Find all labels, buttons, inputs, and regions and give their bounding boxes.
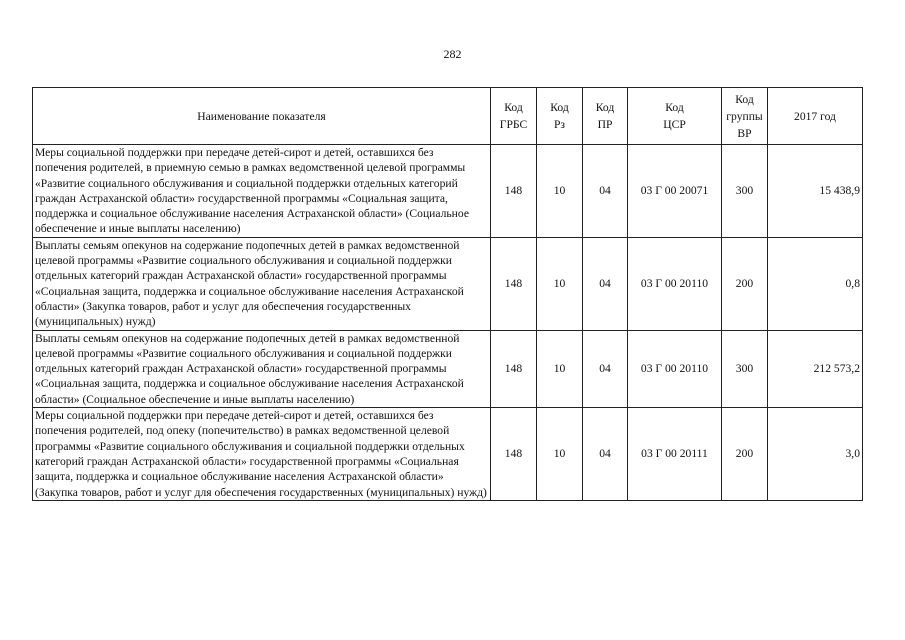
header-csr — [628, 88, 722, 145]
header-pr-line2: ПР — [597, 118, 613, 131]
header-rz — [537, 88, 583, 145]
row-name: Меры социальной поддержки при передаче детей-сирот и детей, оставшихся без попечения родителей, под опеку (попечительство) в рамках ведомственной целевой программы «Развитие социального обслуживания и социальной поддержки отдельных категорий граждан Астраханской области» государственной программы «Социальная защита, поддержка и социальное обслуживание населения Астраханской области» (Закупка товаров, работ и услуг для обеспечения государственных (муниципальных) нужд) — [33, 408, 491, 501]
row-name: Выплаты семьям опекунов на содержание подопечных детей в рамках ведомственной целевой программы «Развитие социального обслуживания и социальной поддержки отдельных категорий граждан Астраханской области» государственной программы «Социальная защита, поддержка и социальное обслуживание населения Астраханской области» (Социальное обеспечение и иные выплаты населению) — [33, 330, 491, 407]
header-grbs-line2: ГРБС — [499, 118, 528, 131]
row-csr: 03 Г 00 20110 — [628, 237, 722, 330]
row-rz: 10 — [537, 330, 583, 407]
row-grbs: 148 — [491, 408, 537, 501]
row-amount: 212 573,2 — [768, 330, 863, 407]
row-vr: 200 — [722, 408, 768, 501]
table-row — [33, 330, 863, 407]
header-vr-line2: группы — [726, 109, 763, 123]
header-rz-line2: Рз — [553, 118, 566, 131]
row-rz: 10 — [537, 145, 583, 238]
header-vr — [722, 88, 768, 145]
header-name: Наименование показателя — [33, 88, 491, 145]
header-csr-line2: ЦСР — [663, 118, 686, 131]
header-vr-line3: ВР — [737, 126, 752, 140]
row-csr: 03 Г 00 20111 — [628, 408, 722, 501]
header-csr-line1: Код — [665, 101, 684, 114]
row-vr: 200 — [722, 237, 768, 330]
row-vr: 300 — [722, 330, 768, 407]
row-amount: 0,8 — [768, 237, 863, 330]
header-grbs — [491, 88, 537, 145]
row-amount: 3,0 — [768, 408, 863, 501]
row-pr: 04 — [583, 330, 628, 407]
row-csr: 03 Г 00 20071 — [628, 145, 722, 238]
header-row — [33, 88, 863, 145]
page-number: 282 — [443, 47, 462, 61]
row-name: Меры социальной поддержки при передаче детей-сирот и детей, оставшихся без попечения родителей, в приемную семью в рамках ведомственной целевой программы «Развитие социального обслуживания и социальной поддержки отдельных категорий граждан Астраханской области» государственной программы «Социальная защита, поддержка и социальное обслуживание населения Астраханской области» (Социальное обеспечение и иные выплаты населению) — [33, 145, 491, 238]
header-grbs-line1: Код — [504, 101, 523, 114]
budget-table — [32, 87, 863, 501]
row-csr: 03 Г 00 20110 — [628, 330, 722, 407]
row-grbs: 148 — [491, 330, 537, 407]
row-amount: 15 438,9 — [768, 145, 863, 238]
table-row — [33, 408, 863, 501]
row-name: Выплаты семьям опекунов на содержание подопечных детей в рамках ведомственной целевой программы «Развитие социального обслуживания и социальной поддержки отдельных категорий граждан Астраханской области» государственной программы «Социальная защита, поддержка и социальное обслуживание населения Астраханской области» (Закупка товаров, работ и услуг для обеспечения государственных (муниципальных) нужд) — [33, 237, 491, 330]
table-row — [33, 237, 863, 330]
header-pr-line1: Код — [595, 101, 615, 114]
row-pr: 04 — [583, 145, 628, 238]
row-pr: 04 — [583, 237, 628, 330]
row-pr: 04 — [583, 408, 628, 501]
header-pr — [583, 88, 628, 145]
row-vr: 300 — [722, 145, 768, 238]
header-rz-line1: Код — [550, 101, 569, 114]
row-rz: 10 — [537, 237, 583, 330]
row-grbs: 148 — [491, 145, 537, 238]
header-year: 2017 год — [768, 88, 863, 145]
row-grbs: 148 — [491, 237, 537, 330]
table-row — [33, 145, 863, 238]
header-vr-line1: Код — [735, 92, 754, 106]
row-rz: 10 — [537, 408, 583, 501]
